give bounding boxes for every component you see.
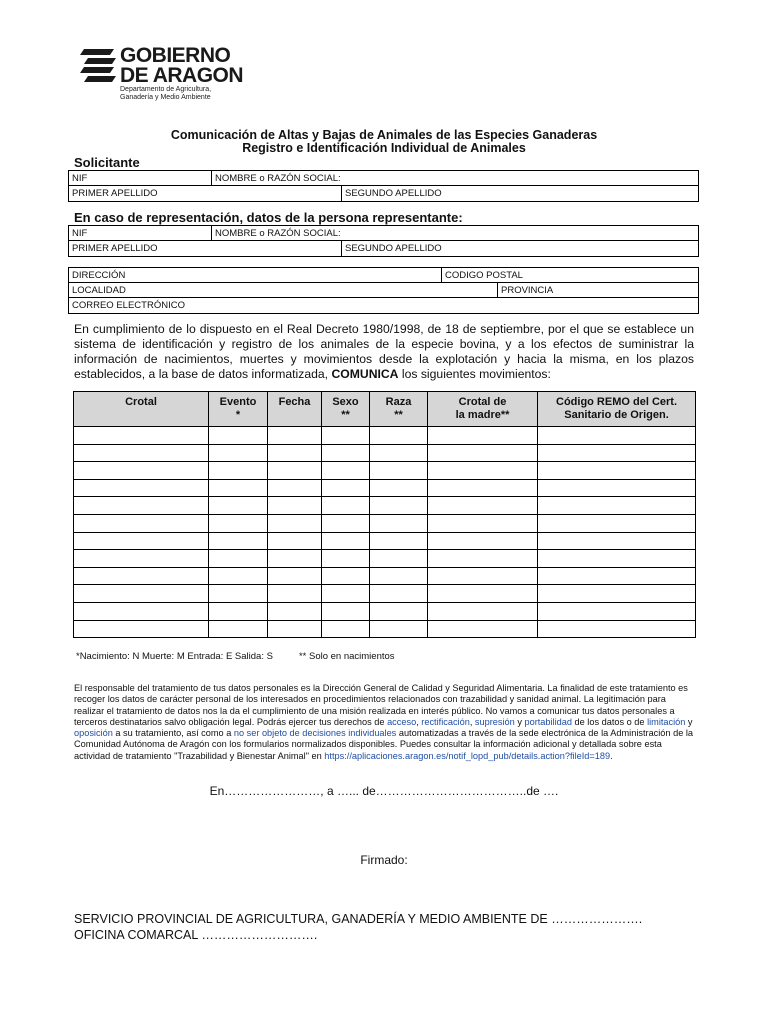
table-cell[interactable] xyxy=(538,620,696,638)
solicitante-primer-apellido-field[interactable] xyxy=(69,186,341,201)
table-cell[interactable] xyxy=(538,462,696,480)
table-cell[interactable] xyxy=(209,427,268,445)
table-row xyxy=(74,479,696,497)
office-line: OFICINA COMARCAL ………………………. xyxy=(74,928,318,942)
solicitante-row-2 xyxy=(69,186,698,201)
table-cell[interactable] xyxy=(209,585,268,603)
table-cell[interactable] xyxy=(428,497,538,515)
localidad-label: LOCALIDAD xyxy=(72,285,126,296)
table-cell[interactable] xyxy=(322,550,370,568)
footnote-births: ** Solo en nacimientos xyxy=(298,651,395,662)
table-cell[interactable] xyxy=(209,444,268,462)
table-cell[interactable] xyxy=(428,462,538,480)
aragon-flag-icon xyxy=(80,46,116,82)
privacy-notice: El responsable del tratamiento de tus datos personales es la Dirección General de Calidad y Seguridad Alimentaria. La finalidad de este tratamiento es recoger los datos de carácter personal de los interesados en procedimientos relacionados con trazabilidad y sanidad animal. La legitimación para realizar el tratamiento de datos nos la da el cumplimiento de una misión realizada en interés público. No vamos a comunicar tus datos personales a terceros destinatarios salvo obligación legal. Podrás ejercer tus derechos de acceso, rectificación, supresión y portabilidad de los datos o de limitación y oposición a su tratamiento, así como a no ser objeto de decisiones individuales automatizadas a través de la sede electrónica de la Administración de la Comunidad Autónoma de Aragón con los formularios normalizados disponibles. Puedes consultar la información adicional y detallada sobre esta actividad de tratamiento "Trazabilidad y Bienestar Animal" en https://aplicaciones.aragon.es/notif_lopd_pub/details.action?fileId=189. xyxy=(74,683,694,761)
table-cell[interactable] xyxy=(74,532,209,550)
table-cell[interactable] xyxy=(322,567,370,585)
table-row xyxy=(74,602,696,620)
table-cell[interactable] xyxy=(370,479,428,497)
legal-paragraph xyxy=(74,322,694,382)
table-header-row xyxy=(74,392,696,427)
logo-department-line1: Departamento de Agricultura, xyxy=(120,86,212,93)
table-cell[interactable] xyxy=(209,602,268,620)
logo-text-line1: GOBIERNO xyxy=(120,44,231,67)
table-row xyxy=(74,532,696,550)
primer-apellido-label: PRIMER APELLIDO xyxy=(72,243,158,254)
table-cell[interactable] xyxy=(370,620,428,638)
form-title: Comunicación de Altas y Bajas de Animales de las Especies Ganaderas xyxy=(170,128,598,142)
table-row xyxy=(74,567,696,585)
table-cell[interactable] xyxy=(268,462,322,480)
nombre-label: NOMBRE o RAZÓN SOCIAL: xyxy=(215,173,341,184)
table-cell[interactable] xyxy=(268,427,322,445)
table-cell[interactable] xyxy=(370,444,428,462)
solicitante-row-1 xyxy=(69,171,698,186)
table-cell[interactable] xyxy=(322,462,370,480)
table-cell[interactable] xyxy=(370,462,428,480)
provincia-field[interactable] xyxy=(497,283,699,297)
signed-label: Firmado: xyxy=(360,853,408,867)
table-cell[interactable] xyxy=(268,514,322,532)
link-limitacion[interactable]: limitación xyxy=(647,716,686,727)
header-crotal-madre: Crotal de la madre** xyxy=(428,392,538,427)
table-cell[interactable] xyxy=(370,497,428,515)
header-crotal: Crotal xyxy=(74,392,209,427)
table-cell[interactable] xyxy=(370,585,428,603)
table-cell[interactable] xyxy=(74,514,209,532)
direccion-row-1 xyxy=(69,268,698,283)
table-cell[interactable] xyxy=(268,567,322,585)
solicitante-segundo-apellido-field[interactable] xyxy=(341,186,699,201)
table-cell[interactable] xyxy=(428,514,538,532)
form-subtitle: Registro e Identificación Individual de Animales xyxy=(242,141,526,155)
codigo-postal-label: CODIGO POSTAL xyxy=(445,270,523,281)
primer-apellido-label: PRIMER APELLIDO xyxy=(72,188,158,199)
table-cell[interactable] xyxy=(209,462,268,480)
table-cell[interactable] xyxy=(74,585,209,603)
link-lopd-url[interactable]: https://aplicaciones.aragon.es/notif_lopd_pub/details.action?fileId=189 xyxy=(324,750,611,761)
table-cell[interactable] xyxy=(322,602,370,620)
table-cell[interactable] xyxy=(74,550,209,568)
representante-segundo-apellido-field[interactable] xyxy=(341,241,699,256)
table-footnote xyxy=(76,651,395,662)
table-cell[interactable] xyxy=(428,444,538,462)
representante-row-1 xyxy=(69,226,698,241)
movements-table-body xyxy=(74,427,696,638)
place-date-line[interactable]: En……………………, a …... de………………………………..de …. xyxy=(209,784,559,798)
direccion-row-3 xyxy=(69,298,698,313)
direccion-label: DIRECCIÓN xyxy=(72,270,126,281)
table-cell[interactable] xyxy=(538,444,696,462)
table-cell[interactable] xyxy=(370,427,428,445)
table-cell[interactable] xyxy=(74,497,209,515)
link-no-ser-objeto[interactable]: no ser objeto de decisiones individuales xyxy=(233,728,397,739)
table-cell[interactable] xyxy=(268,532,322,550)
direccion-row-2 xyxy=(69,283,698,298)
footnote-events: *Nacimiento: N Muerte: M Entrada: E Salida: S xyxy=(76,651,273,662)
table-cell[interactable] xyxy=(538,497,696,515)
table-cell[interactable] xyxy=(538,602,696,620)
table-cell[interactable] xyxy=(322,532,370,550)
representante-nif-field[interactable] xyxy=(69,226,211,240)
table-cell[interactable] xyxy=(538,532,696,550)
table-cell[interactable] xyxy=(370,514,428,532)
segundo-apellido-label: SEGUNDO APELLIDO xyxy=(345,243,442,254)
table-cell[interactable] xyxy=(322,427,370,445)
direccion-field[interactable] xyxy=(69,268,441,282)
codigo-postal-field[interactable] xyxy=(441,268,699,282)
nif-label: NIF xyxy=(72,173,88,184)
table-cell[interactable] xyxy=(370,602,428,620)
table-cell[interactable] xyxy=(74,427,209,445)
table-cell[interactable] xyxy=(538,585,696,603)
table-cell[interactable] xyxy=(209,532,268,550)
link-oposicion[interactable]: oposición xyxy=(74,728,113,739)
table-cell[interactable] xyxy=(268,620,322,638)
representante-form xyxy=(68,225,699,257)
table-row xyxy=(74,550,696,568)
table-row xyxy=(74,497,696,515)
table-cell[interactable] xyxy=(74,620,209,638)
representante-primer-apellido-field[interactable] xyxy=(69,241,341,256)
link-rectificacion[interactable]: rectificación xyxy=(421,716,470,727)
table-cell[interactable] xyxy=(428,532,538,550)
table-cell[interactable] xyxy=(209,514,268,532)
table-cell[interactable] xyxy=(428,567,538,585)
solicitante-nombre-field[interactable] xyxy=(211,171,699,185)
table-cell[interactable] xyxy=(74,602,209,620)
table-cell[interactable] xyxy=(370,532,428,550)
provincia-label: PROVINCIA xyxy=(501,285,554,296)
table-cell[interactable] xyxy=(322,497,370,515)
paragraph-text: En cumplimiento de lo dispuesto en el Real Decreto 1980/1998, de 18 de septiembre, por el que se establece un sistema de identificación y registro de los animales de la especie bovina, y a los efectos de suministrar la información de nacimientos, muertes y movimientos desde la explotación y hacia la misma, en los plazos establecidos, a la base de datos informatizada, xyxy=(74,322,694,381)
movements-table xyxy=(73,391,696,638)
table-cell[interactable] xyxy=(322,479,370,497)
representante-row-2 xyxy=(69,241,698,256)
table-cell[interactable] xyxy=(428,550,538,568)
table-cell[interactable] xyxy=(322,444,370,462)
link-acceso[interactable]: acceso xyxy=(387,716,417,727)
section-heading-solicitante: Solicitante xyxy=(74,155,140,170)
table-cell[interactable] xyxy=(209,497,268,515)
table-row xyxy=(74,444,696,462)
direccion-form xyxy=(68,267,699,314)
table-cell[interactable] xyxy=(538,427,696,445)
table-cell[interactable] xyxy=(268,602,322,620)
table-row xyxy=(74,462,696,480)
table-cell[interactable] xyxy=(538,567,696,585)
table-row xyxy=(74,427,696,445)
table-cell[interactable] xyxy=(428,620,538,638)
nif-label: NIF xyxy=(72,228,88,239)
table-cell[interactable] xyxy=(322,585,370,603)
solicitante-nif-field[interactable] xyxy=(69,171,211,185)
table-cell[interactable] xyxy=(74,444,209,462)
header-raza: Raza ** xyxy=(370,392,428,427)
table-cell[interactable] xyxy=(370,567,428,585)
table-row xyxy=(74,585,696,603)
table-cell[interactable] xyxy=(538,550,696,568)
table-cell[interactable] xyxy=(268,497,322,515)
table-cell[interactable] xyxy=(209,620,268,638)
table-cell[interactable] xyxy=(268,444,322,462)
table-cell[interactable] xyxy=(322,514,370,532)
table-cell[interactable] xyxy=(428,602,538,620)
table-cell[interactable] xyxy=(538,479,696,497)
link-supresion[interactable]: supresión xyxy=(474,716,515,727)
table-cell[interactable] xyxy=(268,550,322,568)
table-cell[interactable] xyxy=(209,567,268,585)
logo-text-line2: DE ARAGON xyxy=(120,64,244,87)
table-cell[interactable] xyxy=(74,567,209,585)
table-cell[interactable] xyxy=(268,479,322,497)
paragraph-comunica: COMUNICA xyxy=(331,367,399,381)
logo-department-line2: Ganadería y Medio Ambiente xyxy=(120,94,211,101)
section-heading-representante: En caso de representación, datos de la persona representante: xyxy=(74,210,463,225)
nombre-label: NOMBRE o RAZÓN SOCIAL: xyxy=(215,228,341,239)
table-cell[interactable] xyxy=(322,620,370,638)
solicitante-form xyxy=(68,170,699,202)
header-sexo: Sexo ** xyxy=(322,392,370,427)
representante-nombre-field[interactable] xyxy=(211,226,699,240)
table-cell[interactable] xyxy=(74,462,209,480)
table-cell[interactable] xyxy=(428,479,538,497)
header-evento: Evento * xyxy=(209,392,268,427)
table-cell[interactable] xyxy=(209,550,268,568)
segundo-apellido-label: SEGUNDO APELLIDO xyxy=(345,188,442,199)
table-cell[interactable] xyxy=(209,479,268,497)
correo-label: CORREO ELECTRÓNICO xyxy=(72,300,185,311)
table-cell[interactable] xyxy=(428,585,538,603)
header-fecha: Fecha xyxy=(268,392,322,427)
table-row xyxy=(74,620,696,638)
link-portabilidad[interactable]: portabilidad xyxy=(524,716,572,727)
correo-electronico-field[interactable] xyxy=(69,298,699,313)
table-cell[interactable] xyxy=(268,585,322,603)
paragraph-end: los siguientes movimientos: xyxy=(398,367,551,381)
localidad-field[interactable] xyxy=(69,283,497,297)
gobierno-aragon-logo xyxy=(80,44,260,108)
table-cell[interactable] xyxy=(538,514,696,532)
table-cell[interactable] xyxy=(370,550,428,568)
table-row xyxy=(74,514,696,532)
header-codigo-remo: Código REMO del Cert. Sanitario de Origen. xyxy=(538,392,696,427)
table-cell[interactable] xyxy=(74,479,209,497)
table-cell[interactable] xyxy=(428,427,538,445)
service-line: SERVICIO PROVINCIAL DE AGRICULTURA, GANADERÍA Y MEDIO AMBIENTE DE …………………. xyxy=(74,912,643,926)
